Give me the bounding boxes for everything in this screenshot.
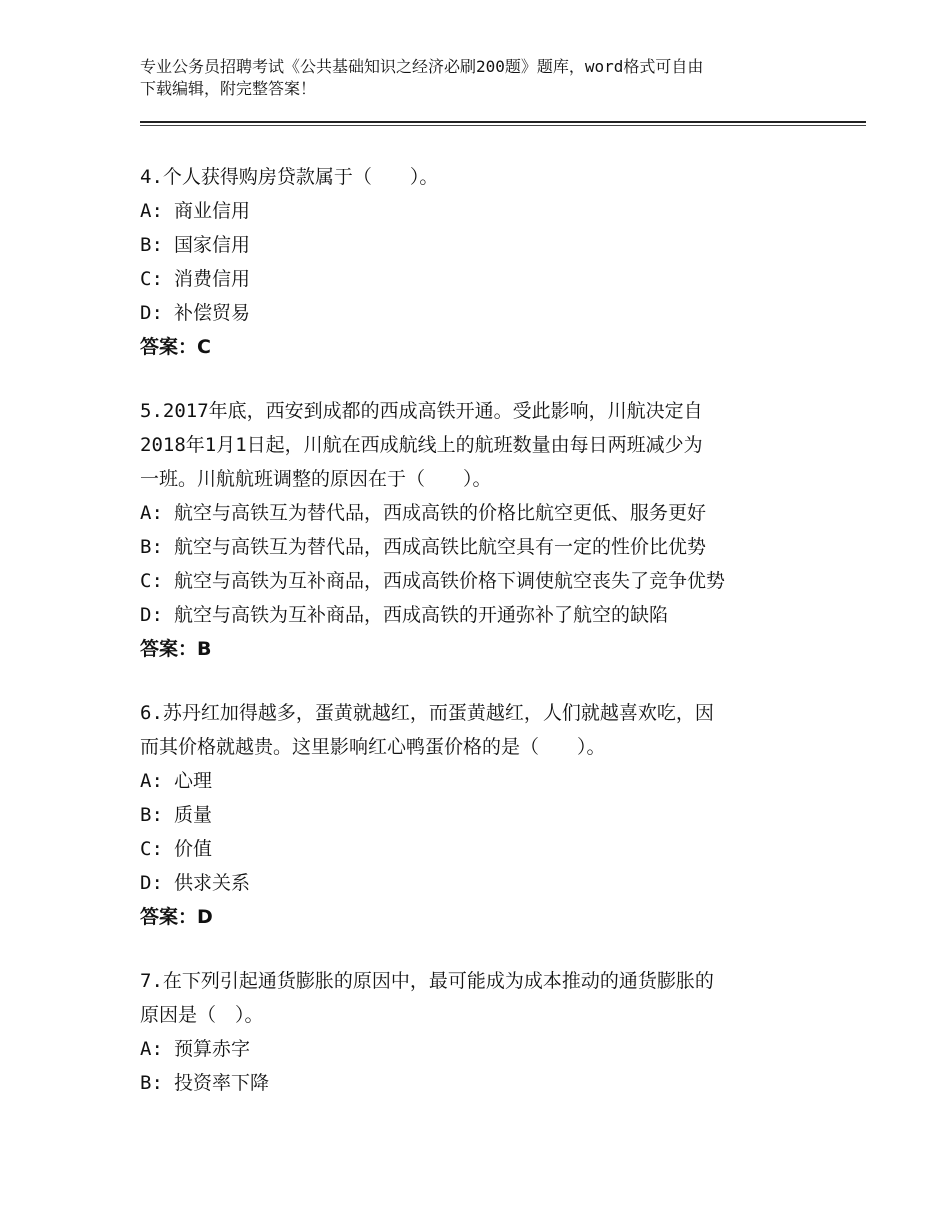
option-key: B: [140, 536, 163, 558]
option-b [140, 798, 820, 832]
option-key: A: [140, 770, 163, 792]
option-key: B: [140, 804, 163, 826]
option-key: D: [140, 872, 163, 894]
header-line-2: 下载编辑，附完整答案！ [140, 79, 317, 98]
option-c [140, 564, 820, 598]
option-text: 航空与高铁为互补商品，西成高铁的开通弥补了航空的缺陷 [174, 604, 669, 626]
question-stem: 4.个人获得购房贷款属于（ ）。 [140, 166, 439, 188]
option-text: 心理 [174, 770, 213, 792]
option-text: 航空与高铁互为替代品，西成高铁比航空具有一定的性价比优势 [174, 536, 707, 558]
option-text: 航空与高铁为互补商品，西成高铁价格下调使航空丧失了竞争优势 [174, 570, 726, 592]
option-key: C: [140, 268, 163, 290]
option-key: A: [140, 502, 163, 524]
question-stem-line-2: 原因是（ ）。 [140, 1004, 264, 1026]
option-key: B: [140, 1072, 163, 1094]
question-4 [140, 160, 820, 364]
option-key: D: [140, 604, 163, 626]
document-header [140, 56, 820, 100]
option-b [140, 228, 820, 262]
option-text: 价值 [174, 838, 213, 860]
option-text: 质量 [174, 804, 213, 826]
option-text: 供求关系 [174, 872, 251, 894]
question-stem-line-1: 6.苏丹红加得越多，蛋黄就越红，而蛋黄越红，人们就越喜欢吃，因 [140, 702, 714, 724]
option-d [140, 296, 820, 330]
option-a [140, 1032, 820, 1066]
question-stem-line-2: 2018年1月1日起，川航在西成航线上的航班数量由每日两班减少为 [140, 434, 703, 456]
option-key: A: [140, 1038, 163, 1060]
answer-label: 答案：D [140, 906, 213, 928]
question-5 [140, 394, 820, 666]
answer-label: 答案：C [140, 336, 211, 358]
question-stem-line-2: 而其价格就越贵。这里影响红心鸭蛋价格的是（ ）。 [140, 736, 606, 758]
option-c [140, 832, 820, 866]
option-text: 消费信用 [174, 268, 251, 290]
option-a [140, 496, 820, 530]
header-line-1: 专业公务员招聘考试《公共基础知识之经济必刷200题》题库，word格式可自由 [140, 57, 704, 76]
option-c [140, 262, 820, 296]
option-text: 国家信用 [174, 234, 251, 256]
option-key: C: [140, 838, 163, 860]
option-key: C: [140, 570, 163, 592]
option-key: B: [140, 234, 163, 256]
option-key: D: [140, 302, 163, 324]
question-7 [140, 964, 820, 1100]
question-stem-line-3: 一班。川航航班调整的原因在于（ ）。 [140, 468, 492, 490]
option-text: 预算赤字 [174, 1038, 251, 1060]
question-list [140, 160, 820, 1130]
option-text: 商业信用 [174, 200, 251, 222]
option-text: 投资率下降 [174, 1072, 270, 1094]
option-a [140, 764, 820, 798]
option-b [140, 530, 820, 564]
question-stem-line-1: 7.在下列引起通货膨胀的原因中，最可能成为成本推动的通货膨胀的 [140, 970, 714, 992]
option-d [140, 598, 820, 632]
option-b [140, 1066, 820, 1100]
option-a [140, 194, 820, 228]
answer-label: 答案：B [140, 638, 212, 660]
question-stem-line-1: 5.2017年底，西安到成都的西成高铁开通。受此影响，川航决定自 [140, 400, 703, 422]
question-6 [140, 696, 820, 934]
option-key: A: [140, 200, 163, 222]
option-d [140, 866, 820, 900]
option-text: 补偿贸易 [174, 302, 251, 324]
header-divider [140, 121, 866, 126]
option-text: 航空与高铁互为替代品，西成高铁的价格比航空更低、服务更好 [174, 502, 707, 524]
